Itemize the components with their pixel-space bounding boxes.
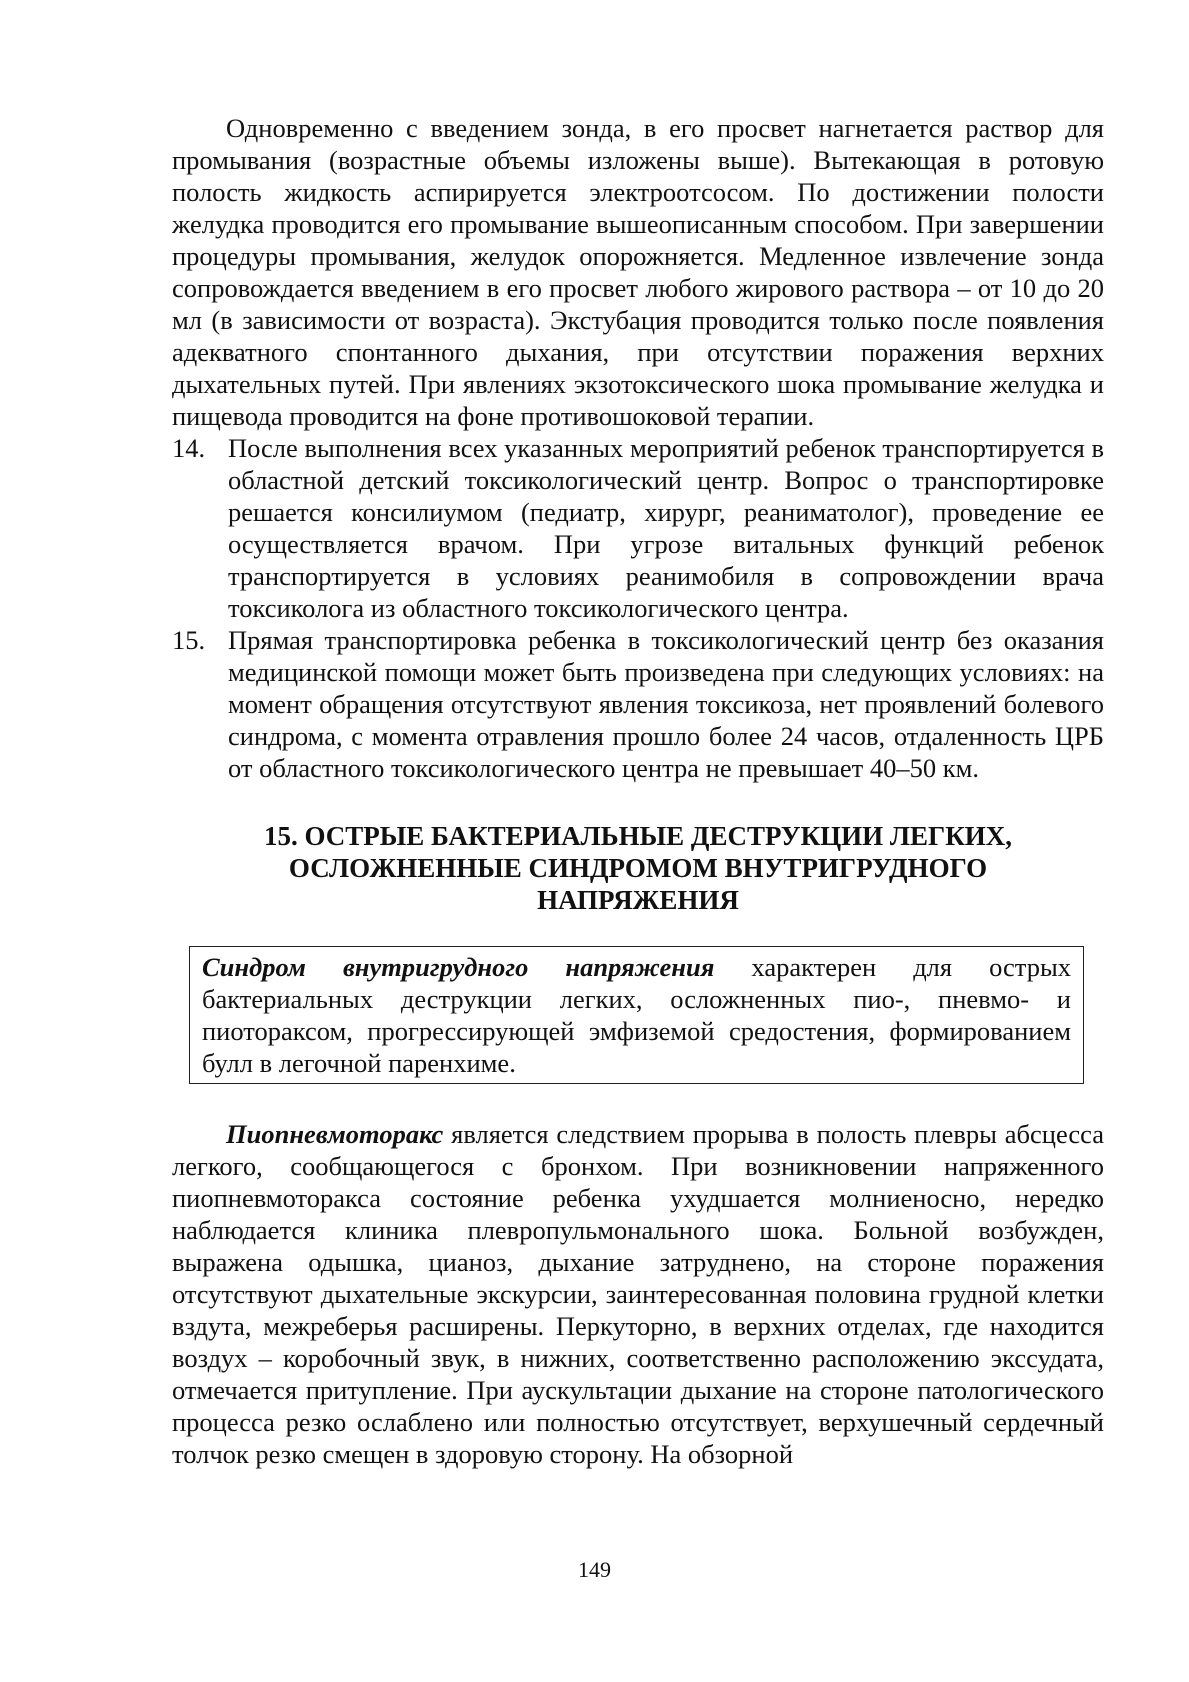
- section-heading-line: 15. ОСТРЫЕ БАКТЕРИАЛЬНЫЕ ДЕСТРУКЦИИ ЛЕГКИХ,: [263, 821, 1013, 851]
- section-heading-line: ОСЛОЖНЕННЫЕ СИНДРОМОМ ВНУТРИГРУДНОГО: [288, 853, 988, 883]
- definition-text: характерен для острых бактериальных деструкции легких, осложненных пио-, пневмо- и пиотораксом, прогрессирующей эмфиземой средостения, формированием булл в легочной паренхиме.: [202, 952, 1072, 1078]
- intro-paragraph: Одновременно с введением зонда, в его просвет нагнетается раствор для промывания (возрастные объемы изложены выше). Вытекающая в ротовую полость жидкость аспирируется электроотсосом. По достижении полости желудка проводится его промывание вышеописанным способом. При завершении процедуры промывания, желудок опорожняется. Медленное извлечение зонда сопровождается введением в его просвет любого жирового раствора – от 10 до 20 мл (в зависимости от возраста). Экстубация проводится только после появления адекватного спонтанного дыхания, при отсутствии поражения верхних дыхательных путей. При явлениях экзотоксического шока промывание желудка и пищевода проводится на фоне противошоковой терапии.: [172, 113, 1104, 431]
- body-text: является следствием прорыва в полость плевры абсцесса легкого, сообщающегося с бронхом. При возникновении напряженного пиопневмоторакса состояние ребенка ухудшается молниеносно, нередко наблюдается клиника плевропульмонального шока. Больной возбужден, выражена одышка, цианоз, дыхание затруднено, на стороне поражения отсутствуют дыхательные экскурсии, заинтересованная половина грудной клетки вздута, межреберья расширены. Перкуторно, в верхних отделах, где находится воздух – коробочный звук, в нижних, соответственно расположению экссудата, отмечается притупление. При аускультации дыхание на стороне патологического процесса резко ослаблено или полностью отсутствует, верхушечный сердечный толчок резко смещен в здоровую сторону. На обзорной: [172, 1119, 1104, 1469]
- definition-term: Синдром внутригрудного напряжения: [202, 952, 715, 982]
- page-content: [172, 112, 1104, 1470]
- list-item-number: 14.: [172, 433, 206, 463]
- body-term: Пиопневмоторакс: [226, 1119, 444, 1149]
- list-item-text: После выполнения всех указанных мероприятий ребенок транспортируется в областной детский токсикологический центр. Вопрос о транспортировке решается консилиумом (педиатр, хирург, реаниматолог), проведение ее осуществляется врачом. При угрозе витальных функций ребенок транспортируется в условиях реанимобиля в сопровождении врача токсиколога из областного токсикологического центра.: [228, 433, 1104, 623]
- page-number: 149: [578, 1557, 611, 1582]
- section-heading: [172, 820, 1104, 916]
- list-item: [172, 624, 1104, 784]
- definition-box: [189, 946, 1084, 1084]
- body-paragraph: [172, 1118, 1104, 1470]
- section-heading-line: НАПРЯЖЕНИЯ: [537, 885, 739, 915]
- list-item-number: 15.: [172, 625, 206, 655]
- list-item: [172, 432, 1104, 624]
- list-item-text: Прямая транспортировка ребенка в токсикологический центр без оказания медицинской помощи может быть произведена при следующих условиях: на момент обращения отсутствуют явления токсикоза, нет проявлений болевого синдрома, с момента отравления прошло более 24 часов, отдаленность ЦРБ от областного токсикологического центра не превышает 40–50 км.: [228, 625, 1104, 783]
